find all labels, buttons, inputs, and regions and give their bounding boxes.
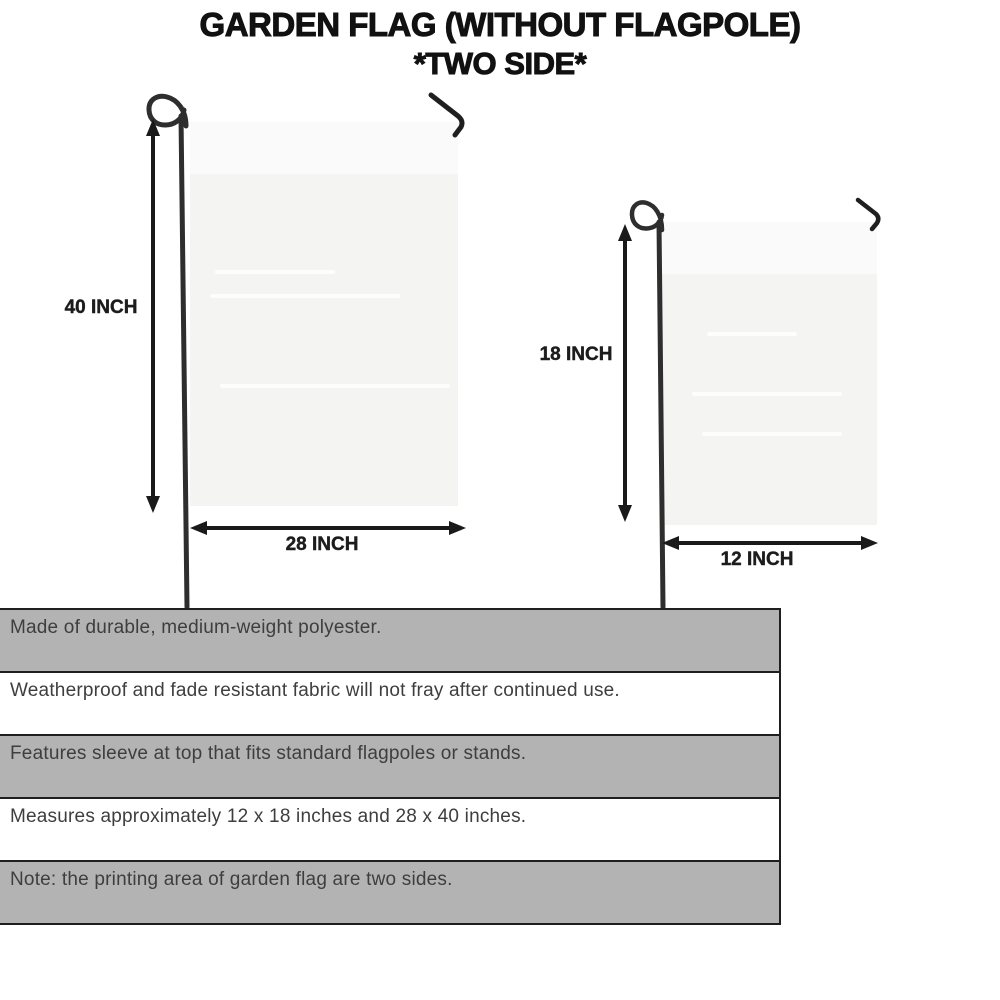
small-width-label: 12 INCH bbox=[720, 549, 794, 570]
small-flag-sleeve bbox=[662, 222, 877, 274]
small-height-label: 18 INCH bbox=[539, 344, 613, 365]
feature-row: Made of durable, medium-weight polyester. bbox=[0, 610, 779, 673]
large-flag-sleeve bbox=[190, 122, 458, 174]
arrowhead-up-icon bbox=[618, 224, 632, 241]
fold-line bbox=[692, 392, 842, 396]
large-width-label: 28 INCH bbox=[285, 534, 359, 555]
arrowhead-right-icon bbox=[449, 521, 466, 535]
fold-line bbox=[707, 332, 797, 336]
pole-loop bbox=[149, 96, 186, 126]
large-width-arrow bbox=[190, 521, 466, 535]
small-flag bbox=[662, 222, 877, 525]
arrowhead-right-icon bbox=[861, 536, 878, 550]
feature-row: Weatherproof and fade resistant fabric will not fray after continued use. bbox=[0, 673, 779, 736]
arrowhead-down-icon bbox=[618, 505, 632, 522]
small-height-arrow bbox=[618, 224, 632, 522]
page-title: GARDEN FLAG (WITHOUT FLAGPOLE) bbox=[199, 6, 801, 43]
fold-line bbox=[215, 270, 335, 274]
fold-line bbox=[702, 432, 842, 436]
large-flag bbox=[190, 122, 458, 506]
small-width-arrow bbox=[662, 536, 878, 550]
arrowhead-down-icon bbox=[146, 496, 160, 513]
arrowhead-left-icon bbox=[190, 521, 207, 535]
arrowhead-left-icon bbox=[662, 536, 679, 550]
features-table bbox=[0, 608, 781, 925]
feature-row: Measures approximately 12 x 18 inches and 28 x 40 inches. bbox=[0, 799, 779, 862]
feature-row: Features sleeve at top that fits standard flagpoles or stands. bbox=[0, 736, 779, 799]
pole-line bbox=[181, 116, 187, 607]
large-height-label: 40 INCH bbox=[64, 297, 138, 318]
fold-line bbox=[210, 294, 400, 298]
page-subtitle: *TWO SIDE* bbox=[413, 46, 587, 81]
pole-loop bbox=[632, 202, 662, 230]
arrowhead-up-icon bbox=[146, 119, 160, 136]
feature-row: Note: the printing area of garden flag are two sides. bbox=[0, 862, 779, 923]
fold-line bbox=[220, 384, 450, 388]
